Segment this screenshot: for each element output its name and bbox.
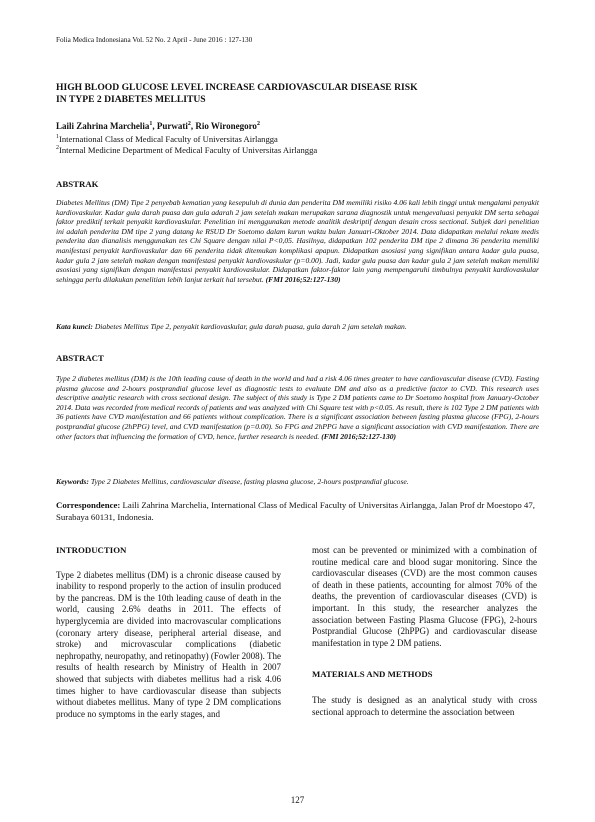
kata-kunci xyxy=(56,322,539,332)
affiliation-item: $^1$International Class of Medical Faculty of Universitas Airlangga xyxy=(56,134,278,144)
correspondence-text: Laili Zahrina Marchelia, International Class of Medical Faculty of Universitas Airlangga, Jalan Prof dr Moestopo 47, Surabaya 60131, Indonesia. xyxy=(56,500,535,522)
affiliation-item: $^2$Internal Medicine Department of Medical Faculty of Universitas Airlangga xyxy=(56,145,318,155)
keywords-text: Type 2 Diabetes Mellitus, cardiovascular disease, fasting plasma glucose, 2-hours postprandial glucose. xyxy=(90,477,409,486)
abstract-citation: (FMI 2016;52:127-130) xyxy=(321,431,397,441)
introduction-paragraph-right: most can be prevented or minimized with a combination of routine medical care and blood sugar monitoring. Since the cardiovascular diseases (CVD) are the most common causes of death in these patients, accounting for almost 70% of the deaths, the prevention of cardiovascular diseases (CVD) is important. In this study, the researcher analyzes the association between Fasting Plasma Glucose (FPG), 2-hours Postprandial Glucose (2hPPG) and cardiovascular disease manifestation in type 2 DM patiens. xyxy=(312,545,537,648)
keywords-label: Keywords: xyxy=(56,477,89,486)
correspondence xyxy=(56,500,539,523)
kata-kunci-label: Kata kunci: xyxy=(56,322,93,331)
introduction-paragraph-left: Type 2 diabetes mellitus (DM) is a chronic disease caused by inability to respond properly to the action of insulin produced by the pancreas. DM is the 10th leading cause of death in the world, causing 2.6% deaths in 2011. The effects of hyperglycemia are divided into macrovascular complications (coronary artery disease, peripheral arterial disease, and stroke) and microvascular complications (diabetic nephropathy, neuropathy, and retinopathy) (Fowler 2008). The results of health research by Ministry of Health in 2007 showed that subjects with diabetes mellitus had a risk 4.06 times higher to have cardiovascular disease than subjects without diabetes mellitus. Many of type 2 DM complications produce no symptoms in the early stages, and xyxy=(56,569,281,719)
keywords xyxy=(56,477,539,487)
abstrak-body: Diabetes Mellitus (DM) Tipe 2 penyebab kematian yang kesepuluh di dunia dan penderita DM memiliki risiko 4.06 kali lebih tinggi untuk mengalami penyakit kardiovaskular. Kadar gula darah puasa dan gula adarah 2 jam setelah makan merupakan sarana diagnostik untuk mengevaluasi penyakit DM serta sebagai faktor prediktif terkait penyakit kardiovaskular. Penelitian ini menggunakan metode analitik deskriptif dengan desain cross sectional. Subjek dari penelitian ini adalah penderita DM tipe 2 yang datang ke RSUD Dr Soetomo dalam kurun waktu bulan Januari-Oktober 2014. Data didapatkan melalui rekam medis penderita dan dianalisis menggunakan tes Chi Square dengan nilai P<0,05. Hasilnya, didapatkan 102 penderita DM tipe 2 dimana 36 penderita memiliki manifestasi penyakit kardiovaskular dan 66 penderita tidak ditemukan komplikasi apapun. Didapatkan asosiasi yang signifikan antara kadar gula puasa, kadar gula 2 jam setelah makan dengan manifestasi penyakit kardiovaskular (p=0.00). Jadi, kadar gula puasa dan kadar gula 2 jam setelah makan memiliki asosiasi yang signifikan dengan manifestasi penyakit kardiovaskular. Didapatkan faktor-faktor lain yang mempengaruhi timbulnya penyakit kardiovaskular sehingga perlu dilakukan penelitian lebih lanjut terkait hal tersebut. (FMI 2016;52:127-130) xyxy=(56,198,539,284)
page-number: 127 xyxy=(290,795,305,805)
author-affiliation-mark: 2 xyxy=(256,121,260,127)
title-line-1: HIGH BLOOD GLUCOSE LEVEL INCREASE CARDIOVASCULAR DISEASE RISK xyxy=(56,82,418,93)
correspondence-label: Correspondence: xyxy=(56,500,121,510)
abstract-heading: ABSTRACT xyxy=(56,353,104,363)
paper-title xyxy=(56,82,536,106)
affiliations xyxy=(56,134,536,156)
author-affiliation-mark: 1 xyxy=(149,121,153,127)
left-column xyxy=(56,545,281,720)
author-name: Laili Zahrina Marchelia xyxy=(56,121,150,131)
abstrak-citation: (FMI 2016;52:127-130) xyxy=(265,274,341,284)
author-list: Laili Zahrina Marchelia$^1$, Purwati$^2$, Rio Wironegoro$^2$ xyxy=(56,121,260,131)
author-name: Rio Wironegoro xyxy=(195,121,257,131)
running-header: Folia Medica Indonesiana Vol. 52 No. 2 April - June 2016 : 127-130 xyxy=(56,36,253,44)
abstrak-heading: ABSTRAK xyxy=(56,179,99,189)
right-column xyxy=(312,545,537,718)
methods-heading: MATERIALS AND METHODS xyxy=(312,669,433,680)
kata-kunci-text: Diabetes Mellitus Tipe 2, penyakit kardiovaskular, gula darah puasa, gula darah 2 jam setelah makan. xyxy=(94,322,407,331)
author-affiliation-mark: 2 xyxy=(187,121,191,127)
title-line-2: IN TYPE 2 DIABETES MELLITUS xyxy=(56,94,206,105)
author-name: Purwati xyxy=(156,121,188,131)
abstract-body: Type 2 diabetes mellitus (DM) is the 10th leading cause of death in the world and had a risk 4.06 times greater to have cardiovascular disease (CVD). Fasting plasma glucose and 2-hours postprandial glucose level as diagnostic tests to evaluate DM and also as a predictive factor to CVD. This research uses descriptive analytic research with cross sectional design. The subject of this study is Type 2 DM patients came to Dr Soetomo hospital from January-October 2014. Data was recorded from medical records of patients and was analyzed with Chi Square test with p<0.05. As result, there is 102 Type 2 DM patients with 36 patients have CVD manifestation and 66 patients without complication. There is a significant association between fasting plasma glucose (FPG), 2-hours postprandial glucose (2hPPG) level, and CVD manifestation (p=0.00). So FPG and 2hPPG have a significant association with CVD manifestation. There are other factors that influencing the formation of CVD, hence, further research is needed. (FMI 2016;52:127-130) xyxy=(56,374,539,441)
methods-paragraph: The study is designed as an analytical study with cross sectional approach to determine the association between xyxy=(312,694,537,717)
introduction-heading: INTRODUCTION xyxy=(56,545,127,555)
